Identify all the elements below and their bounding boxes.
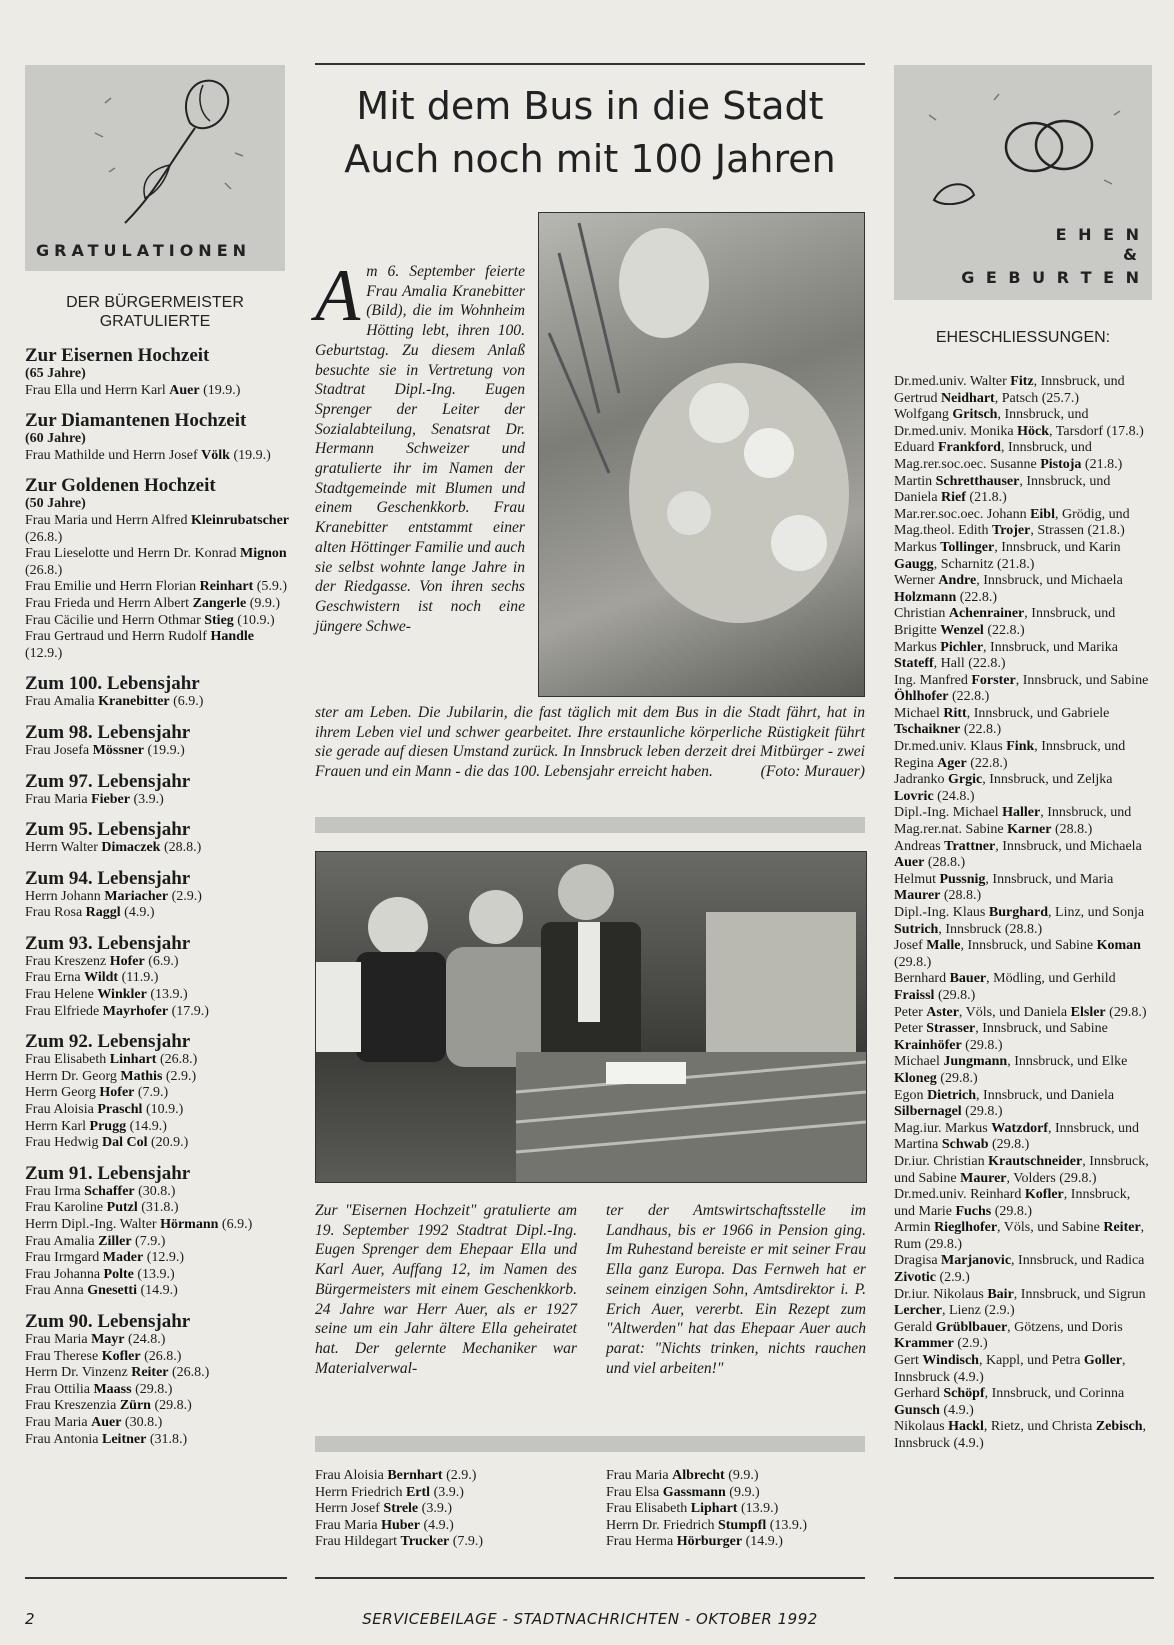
gratulation-entry: Frau Kreszenz Hofer (6.9.) [25,953,179,969]
ampersand-label: & [1123,245,1142,264]
gratulation-entry: Frau Karoline Putzl (31.8.) [25,1200,179,1216]
gratulation-group [25,868,290,922]
page-number: 2 [25,1610,36,1628]
gratulation-entry: Frau Ella und Herrn Karl Auer (19.9.) [25,382,241,398]
tulip-illustration [85,73,265,233]
marriage-entry: Peter Strasser, Innsbruck, und Sabine Krainhöfer (29.8.) [894,1021,1108,1053]
bottom-rule-left [25,1577,287,1579]
birthday-photo [538,212,865,697]
divider-bar-1 [315,817,865,833]
photo-credit: (Foto: Murauer) [760,763,865,781]
list-item: Frau Herma Hörburger (14.9.) [606,1534,783,1550]
group-title: Zum 95. Lebensjahr [25,819,191,841]
gratulation-entry: Herrn Dipl.-Ing. Walter Hörmann (6.9.) [25,1217,253,1232]
divider-bar-2 [315,1436,865,1452]
eheschliessungen-heading: EHESCHLIESSUNGEN: [935,329,1111,346]
marriage-entry: Ing. Manfred Forster, Innsbruck, und Sabine Öhlhofer (22.8.) [894,672,1149,705]
group-title: Zur Goldenen Hochzeit [25,475,216,497]
group-subtitle: (60 Jahre) [25,431,86,447]
marriage-entry: Dr.med.univ. Klaus Fink, Innsbruck, und Regina Ager (22.8.) [894,739,1126,771]
list-item: Herrn Josef Strele (3.9.) [315,1501,452,1517]
gratulation-entry: Frau Antonia Leitner (31.8.) [25,1431,188,1447]
marriage-entry: Markus Pichler, Innsbruck, und Marika Stateff, Hall (22.8.) [894,639,1118,672]
group-title: Zum 93. Lebensjahr [25,932,191,954]
marriage-entry: Gerhard Schöpf, Innsbruck, und Corinna Gunsch (4.9.) [894,1386,1125,1418]
marriage-entry: Gert Windisch, Kappl, und Petra Goller, Innsbruck (4.9.) [894,1353,1126,1385]
gratulation-entry: Frau Amalia Ziller (7.9.) [25,1233,166,1249]
gratulation-entry: Frau Maria Mayr (24.8.) [25,1331,166,1347]
group-title: Zum 97. Lebensjahr [25,770,191,792]
marriage-entry: Eduard Frankford, Innsbruck, und Mag.rer.soc.oec. Susanne Pistoja (21.8.) [894,440,1123,472]
gratulation-group [25,345,290,399]
gratulation-entry: Frau Therese Kofler (26.8.) [25,1348,182,1364]
dropcap: A [315,255,361,337]
list-item: Frau Elsa Gassmann (9.9.) [606,1484,760,1500]
gratulation-entry: Frau Kreszenzia Zürn (29.8.) [25,1398,192,1414]
marriage-entry: Peter Aster, Völs, und Daniela Elsler (29.8.) [894,1004,1147,1020]
group-title: Zum 100. Lebensjahr [25,673,200,695]
caption-right: ter der Amtswirtschaftsstelle im Landhaus, bis er 1966 in Pension ging. Im Ruhestand bereiste er mit seiner Frau Ella ganz Europa. Das Fernweh hat er seinem einzigen Sohn, Amtsdirektor i. P. Erich Auer, vererbt. Ein Rezept zum "Altwerden" hat das Ehepaar Auer auch parat: "Nichts trinken, nichts rauchen und viel arbeiten!" [606,1202,866,1377]
gratulation-entry: Frau Lieselotte und Herrn Dr. Konrad Mignon (26.8.) [25,546,287,578]
marriage-entry: Gerald Grüblbauer, Götzens, und Doris Krammer (2.9.) [894,1319,1123,1352]
gratulation-entry: Frau Emilie und Herrn Florian Reinhart (5.9.) [25,579,288,595]
marriage-entry: Mag.iur. Markus Watzdorf, Innsbruck, und Martina Schwab (29.8.) [894,1120,1139,1153]
gratulation-entry: Frau Ottilia Maass (29.8.) [25,1381,173,1397]
gratulation-group [25,1311,290,1448]
couple-photo [315,851,867,1183]
gratulation-group [25,410,290,464]
marriage-entry: Werner Andre, Innsbruck, und Michaela Holzmann (22.8.) [894,573,1123,605]
marriage-entry: Michael Ritt, Innsbruck, und Gabriele Tschaikner (22.8.) [894,705,1110,738]
gratulation-entry: Herrn Dr. Georg Mathis (2.9.) [25,1068,197,1084]
gratulation-entry: Frau Amalia Kranebitter (6.9.) [25,694,204,710]
marriage-entry: Dr.med.univ. Reinhard Kofler, Innsbruck, und Marie Fuchs (29.8.) [894,1187,1131,1219]
article-bottom-text: ster am Leben. Die Jubilarin, die fast täglich mit dem Bus in die Stadt fährt, hat in ihrem Leben viel und schwer gearbeitet. Ihre erstaunliche körperliche Rüstigkeit führt sie gerade auf diesen Umstand zurück. In Innsbruck leben derzeit drei Mitbürger - zwei Frauen und ein Mann - die das 100. Lebensjahr erreicht haben. [315,704,865,781]
gratulation-group [25,475,290,662]
center-list-right [606,1468,876,1551]
gratulation-group [25,1163,290,1300]
marriage-entry: Dipl.-Ing. Klaus Burghard, Linz, und Sonja Sutrich, Innsbruck (28.8.) [894,905,1145,937]
marriage-entry: Dragisa Marjanovic, Innsbruck, und Radica Zivotic (2.9.) [894,1253,1145,1286]
bottom-rule-center [315,1577,865,1579]
top-rule-center [315,63,865,65]
gratulation-entry: Frau Elisabeth Linhart (26.8.) [25,1052,198,1068]
list-item: Frau Maria Huber (4.9.) [315,1517,454,1533]
marriage-entry: Christian Achenrainer, Innsbruck, und Brigitte Wenzel (22.8.) [894,606,1116,638]
gratulation-entry: Frau Hedwig Dal Col (20.9.) [25,1135,189,1151]
group-title: Zum 90. Lebensjahr [25,1310,191,1332]
gratulation-entry: Frau Rosa Raggl (4.9.) [25,905,155,921]
gratulation-entry: Frau Mathilde und Herrn Josef Völk (19.9.) [25,447,271,463]
list-item: Herrn Dr. Friedrich Stumpfl (13.9.) [606,1517,808,1533]
gratulation-entry: Frau Maria und Herrn Alfred Kleinrubatscher (26.8.) [25,512,290,545]
gratulation-entry: Frau Anna Gnesetti (14.9.) [25,1283,178,1299]
flower-bouquet-image [539,213,864,696]
geburten-label: G E B U R T E N [961,268,1142,287]
gratulation-group [25,933,290,1020]
gratulation-entry: Frau Erna Wildt (11.9.) [25,970,159,986]
gratulation-entry: Frau Cäcilie und Herrn Othmar Stieg (10.9.) [25,612,275,628]
gratulationen-banner [25,65,285,271]
marriage-entry: Dipl.-Ing. Michael Haller, Innsbruck, und Mag.rer.nat. Sabine Karner (28.8.) [894,805,1132,838]
gratulation-entry: Herrn Walter Dimaczek (28.8.) [25,840,202,856]
center-list-left [315,1468,585,1551]
headline [315,80,865,186]
gratulation-entry: Herrn Johann Mariacher (2.9.) [25,888,202,904]
article-top [315,255,525,636]
gratulation-entry: Frau Maria Auer (30.8.) [25,1414,163,1430]
list-item: Herrn Friedrich Ertl (3.9.) [315,1484,464,1500]
marriage-entry: Dr.iur. Christian Krautschneider, Innsbruck, und Sabine Maurer, Volders (29.8.) [894,1153,1149,1186]
headline-line-2: Auch noch mit 100 Jahren [344,137,836,181]
marriage-entry: Nikolaus Hackl, Rietz, und Christa Zebisch, Innsbruck (4.9.) [894,1419,1147,1451]
marriage-entry: Mar.rer.soc.oec. Johann Eibl, Grödig, und Mag.theol. Edith Trojer, Strassen (21.8.) [894,506,1130,539]
gratulation-group [25,1031,290,1152]
buergermeister-heading: DER BÜRGERMEISTER GRATULIERTE [66,294,244,330]
gratulation-group [25,722,290,760]
gratulation-entry: Frau Josefa Mössner (19.9.) [25,742,185,758]
gratulation-group [25,771,290,809]
marriage-entry: Jadranko Grgic, Innsbruck, und Zeljka Lovric (24.8.) [894,772,1113,804]
list-item: Frau Elisabeth Liphart (13.9.) [606,1501,779,1517]
marriage-entry: Martin Schretthauser, Innsbruck, und Daniela Rief (21.8.) [894,473,1111,506]
group-title: Zum 91. Lebensjahr [25,1162,191,1184]
group-title: Zum 94. Lebensjahr [25,867,191,889]
marriage-entry: Dr.iur. Nikolaus Bair, Innsbruck, und Sigrun Lercher, Lienz (2.9.) [894,1286,1146,1319]
marriage-entry: Michael Jungmann, Innsbruck, und Elke Kloneg (29.8.) [894,1054,1128,1086]
couple-photo-image [316,852,866,1182]
ehen-geburten-banner [894,65,1152,300]
group-subtitle: (65 Jahre) [25,366,86,381]
gratulation-entry: Frau Helene Winkler (13.9.) [25,987,188,1003]
gratulation-entry: Herrn Karl Prugg (14.9.) [25,1118,167,1134]
gratulation-entry: Frau Frieda und Herrn Albert Zangerle (9.9.) [25,595,281,611]
group-title: Zum 98. Lebensjahr [25,721,191,743]
group-subtitle: (50 Jahre) [25,496,86,512]
gratulation-entry: Herrn Dr. Vinzenz Reiter (26.8.) [25,1365,210,1381]
list-item: Frau Maria Albrecht (9.9.) [606,1468,759,1483]
eheschliessungen-list [894,374,1154,1453]
gratulation-entry: Frau Irmgard Mader (12.9.) [25,1250,185,1266]
gratulationen-label: GRATULATIONEN [36,241,252,260]
gratulation-entry: Frau Maria Fieber (3.9.) [25,791,164,807]
marriage-entry: Andreas Trattner, Innsbruck, und Michaela Auer (28.8.) [894,838,1142,871]
group-title: Zur Eisernen Hochzeit [25,345,210,366]
marriage-entry: Helmut Pussnig, Innsbruck, und Maria Maurer (28.8.) [894,871,1114,904]
rings-illustration [914,85,1134,205]
gratulation-entry: Frau Elfriede Mayrhofer (17.9.) [25,1003,209,1019]
marriage-entry: Wolfgang Gritsch, Innsbruck, und Dr.med.univ. Monika Höck, Tarsdorf (17.8.) [894,407,1144,439]
list-item: Frau Hildegart Trucker (7.9.) [315,1534,484,1550]
gratulation-entry: Frau Johanna Polte (13.9.) [25,1266,175,1282]
article-top-text: m 6. September feierte Frau Amalia Kranebitter (Bild), die im Wohnheim Hötting lebt, ihren 100. Geburtstag. Zu diesem Anlaß besuchte sie in Vertretung von Stadtrat Dipl.-Ing. Eugen Sprenger der Leiter der Sozialabteilung, Senatsrat Dr. Hermann Schweizer und gratulierte ihr im Namen der Stadtgemeinde mit Blumen und einem Geschenkkorb. Frau Kranebitter entstammt einer alten Höttinger Familie und auch sie selbst wohnte lange Jahre in der Riedgasse. Von ihren sechs Geschwistern ist noch eine jüngere Schwe- [315,263,525,635]
list-item: Frau Aloisia Bernhart (2.9.) [315,1468,477,1483]
marriage-entry: Josef Malle, Innsbruck, und Sabine Koman (29.8.) [894,938,1141,970]
headline-line-1: Mit dem Bus in die Stadt [356,84,824,128]
caption-left: Zur "Eisernen Hochzeit" gratulierte am 19. September 1992 Stadtrat Dipl.-Ing. Eugen Sprenger dem Ehepaar Ella und Karl Auer, Auffang 12, im Namen des Bürgermeisters mit einem Geschenkkorb. 24 Jahre war Herr Auer, als er 1927 seine um ein Jahr ältere Ella geheiratet hat. Der gelernte Mechaniker war Materialverwal- [315,1202,577,1377]
marriage-entry: Markus Tollinger, Innsbruck, und Karin Gaugg, Scharnitz (21.8.) [894,539,1121,572]
bottom-rule-right [894,1577,1154,1579]
marriage-entry: Armin Rieglhofer, Völs, und Sabine Reiter, Rum (29.8.) [894,1220,1145,1252]
gratulation-entry: Frau Aloisia Praschl (10.9.) [25,1102,184,1118]
marriage-entry: Bernhard Bauer, Mödling, und Gerhild Fraissl (29.8.) [894,971,1116,1003]
marriage-entry: Dr.med.univ. Walter Fitz, Innsbruck, und Gertrud Neidhart, Patsch (25.7.) [894,374,1125,406]
ehen-label: E H E N [1055,225,1142,244]
marriage-entry: Egon Dietrich, Innsbruck, und Daniela Silbernagel (29.8.) [894,1087,1115,1120]
gratulation-group [25,819,290,857]
gratulation-entry: Frau Gertraud und Herrn Rudolf Handle (12.9.) [25,629,255,661]
article-bottom [315,703,865,782]
group-title: Zur Diamantenen Hochzeit [25,410,247,432]
group-title: Zum 92. Lebensjahr [25,1031,191,1053]
gratulation-entry: Herrn Georg Hofer (7.9.) [25,1085,169,1101]
gratulationen-list [25,345,290,1459]
gratulation-entry: Frau Irma Schaffer (30.8.) [25,1183,176,1199]
footer-title: SERVICEBEILAGE - STADTNACHRICHTEN - OKTOBER 1992 [362,1610,818,1628]
gratulation-group [25,673,290,711]
